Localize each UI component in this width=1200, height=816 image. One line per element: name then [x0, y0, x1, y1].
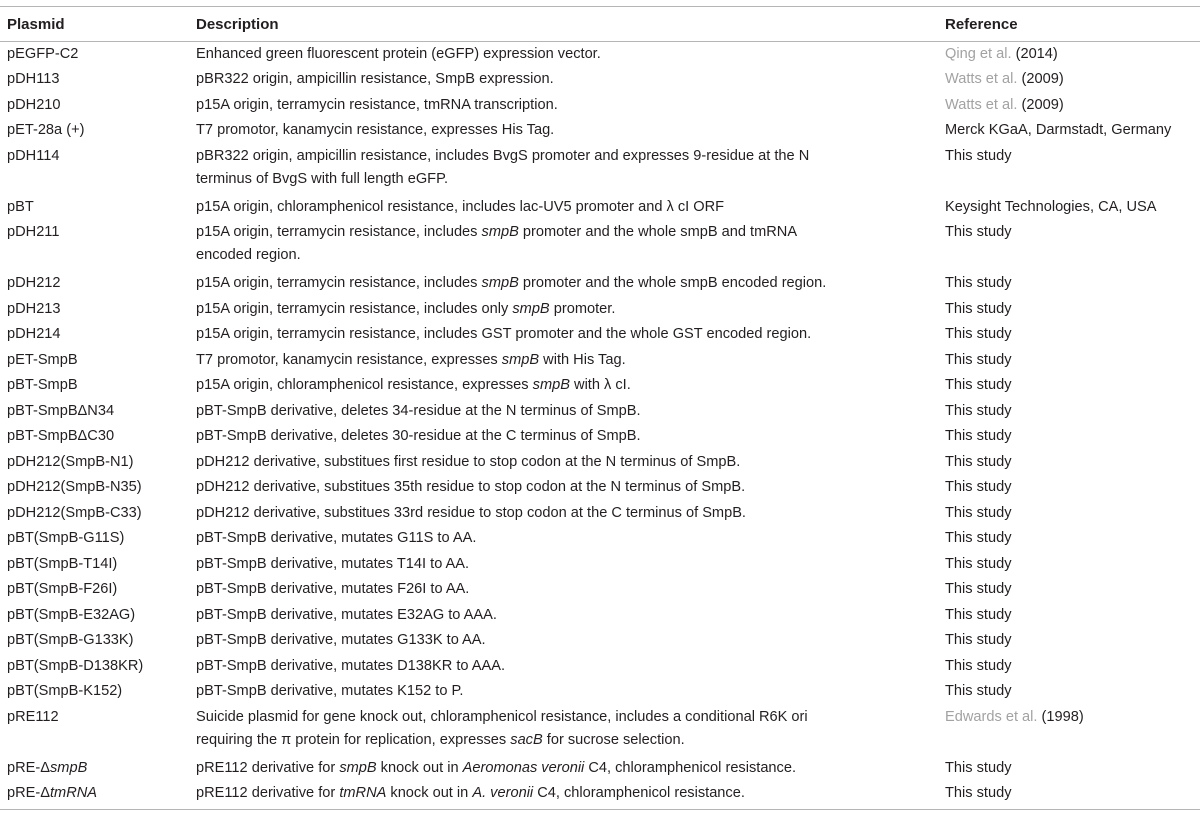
description-cell [194, 271, 943, 297]
table-row [0, 348, 1200, 374]
gene-name: smpB [339, 759, 377, 776]
table-row [0, 501, 1200, 527]
reference-cell: This study [945, 224, 1012, 240]
description-cell [194, 705, 943, 756]
reference-cell: This study [945, 657, 1012, 674]
description-text: p15A origin, chloramphenicol resistance, expresses [196, 377, 533, 393]
plasmid-cell: pDH113 [7, 71, 60, 87]
description-text: pRE112 derivative for [196, 759, 340, 776]
reference-cell: This study [945, 504, 1012, 521]
table-row [0, 424, 1200, 450]
description-line: pBR322 origin, ampicillin resistance, includes BvgS promoter and expresses 9-residue at the N [196, 147, 810, 164]
description-cell: p15A origin, terramycin resistance, includes GST promoter and the whole GST encoded region. [196, 326, 812, 342]
reference-cell: This study [945, 453, 1012, 470]
table-row [0, 679, 1200, 705]
description-cell: pBR322 origin, ampicillin resistance, SmpB expression. [196, 71, 554, 87]
reference-cell: This study [945, 300, 1012, 317]
reference-cell: This study [945, 530, 1012, 546]
description-text: C4, chloramphenicol resistance. [533, 785, 745, 801]
plasmid-cell [0, 756, 194, 782]
reference-year: (2014) [1015, 46, 1058, 62]
description-cell: pBT-SmpB derivative, mutates D138KR to AAA. [196, 657, 506, 674]
description-cell: pDH212 derivative, substitues 33rd residue to stop codon at the C terminus of SmpB. [196, 504, 746, 521]
plasmid-cell: pBT(SmpB-K152) [7, 683, 123, 699]
description-text: knock out in [386, 785, 473, 801]
gene-name: smpB [501, 351, 540, 368]
plasmid-cell: pBT-SmpB [7, 377, 78, 393]
plasmid-cell: pBT(SmpB-G11S) [7, 530, 125, 546]
plasmid-cell: pDH212(SmpB-C33) [7, 504, 142, 521]
table-row [0, 654, 1200, 680]
description-cell [194, 297, 943, 323]
reference-cell: This study [945, 377, 1012, 393]
reference-cell: This study [945, 581, 1012, 597]
plasmid-cell: pBT-SmpBΔN34 [7, 402, 115, 419]
description-cell: p15A origin, terramycin resistance, tmRNA transcription. [196, 96, 558, 113]
reference-year: (1998) [1041, 708, 1084, 725]
description-cell: pBT-SmpB derivative, mutates E32AG to AAA. [196, 606, 497, 623]
description-text: promoter. [549, 300, 616, 317]
description-cell: Enhanced green fluorescent protein (eGFP) expression vector. [196, 46, 601, 62]
species-name: Aeromonas veronii [462, 759, 585, 776]
table-row [0, 297, 1200, 323]
reference-link[interactable]: Qing et al. [945, 46, 1012, 62]
description-cell [194, 756, 943, 782]
description-text: Suicide plasmid for gene knock out, chloramphenicol resistance, includes a conditional R6K ori [196, 708, 808, 725]
reference-cell [943, 42, 1200, 68]
table-row [0, 373, 1200, 399]
description-cell: pBT-SmpB derivative, deletes 30-residue at the C terminus of SmpB. [196, 428, 641, 444]
description-text: with λ cI. [569, 377, 631, 393]
reference-cell: This study [945, 326, 1012, 342]
description-cell [194, 220, 943, 271]
table-header-row [0, 7, 1200, 42]
plasmid-cell: pDH212(SmpB-N1) [7, 453, 134, 470]
reference-cell: This study [945, 428, 1012, 444]
plasmid-cell: pEGFP-C2 [7, 46, 79, 62]
reference-cell: Merck KGaA, Darmstadt, Germany [945, 122, 1172, 138]
gene-name: tmRNA [50, 785, 98, 801]
reference-link[interactable]: Watts et al. [945, 71, 1018, 87]
plasmid-cell: pDH212 [7, 275, 61, 291]
plasmid-cell: pDH213 [7, 300, 61, 317]
plasmid-cell: pBT(SmpB-T14I) [7, 555, 118, 572]
plasmid-cell: pDH211 [7, 224, 60, 240]
gene-name: smpB [532, 377, 570, 393]
description-cell: pBT-SmpB derivative, deletes 34-residue at the N terminus of SmpB. [196, 402, 641, 419]
reference-cell: This study [945, 555, 1012, 572]
plasmid-cell: pET-28a (+) [7, 122, 85, 138]
plasmid-cell: pBT(SmpB-E32AG) [7, 606, 136, 623]
description-cell: pBT-SmpB derivative, mutates F26I to AA. [196, 581, 470, 597]
header-description: Description [194, 7, 943, 42]
reference-year: (2009) [1021, 96, 1064, 113]
description-cell: pBT-SmpB derivative, mutates T14I to AA. [196, 555, 470, 572]
description-line: terminus of BvgS with full length eGFP. [196, 170, 448, 187]
description-text: promoter and the whole smpB encoded region. [518, 275, 827, 291]
table-row [0, 144, 1200, 195]
table-row [0, 526, 1200, 552]
gene-name: smpB [481, 275, 519, 291]
plasmid-cell: pBT(SmpB-F26I) [7, 581, 118, 597]
plasmid-cell: pDH212(SmpB-N35) [7, 479, 142, 495]
table-row [0, 195, 1200, 221]
description-cell [194, 348, 943, 374]
description-cell [194, 144, 943, 195]
plasmid-cell: pBT-SmpBΔC30 [7, 428, 115, 444]
table-row [0, 93, 1200, 119]
description-cell [194, 373, 943, 399]
reference-cell: This study [945, 759, 1012, 776]
plasmid-cell: pDH210 [7, 96, 61, 113]
reference-cell: This study [945, 275, 1012, 291]
reference-cell [943, 93, 1200, 119]
gene-name: smpB [512, 300, 550, 317]
description-cell: T7 promotor, kanamycin resistance, expresses His Tag. [196, 122, 555, 138]
description-cell: pDH212 derivative, substitues 35th residue to stop codon at the N terminus of SmpB. [196, 479, 746, 495]
plasmid-cell: pDH114 [7, 147, 60, 164]
header-plasmid: Plasmid [0, 7, 194, 42]
description-text: p15A origin, terramycin resistance, includes [196, 224, 482, 240]
reference-cell: This study [945, 606, 1012, 623]
table-row [0, 220, 1200, 271]
reference-cell: This study [943, 781, 1200, 809]
description-cell: pBT-SmpB derivative, mutates G11S to AA. [196, 530, 477, 546]
reference-cell [943, 705, 1200, 756]
description-text: p15A origin, terramycin resistance, includes only [196, 300, 513, 317]
gene-name: tmRNA [339, 785, 387, 801]
reference-link[interactable]: Edwards et al. [945, 708, 1038, 725]
table-row [0, 577, 1200, 603]
table-row [0, 552, 1200, 578]
description-text: pRE112 derivative for [196, 785, 340, 801]
reference-cell: This study [945, 402, 1012, 419]
description-text: requiring the π protein for replication, expresses [196, 731, 511, 748]
description-text: for sucrose selection. [542, 731, 685, 748]
plasmid-text: pRE-Δ [7, 785, 50, 801]
plasmid-cell [0, 781, 194, 809]
table-row [0, 450, 1200, 476]
description-cell: pDH212 derivative, substitues first residue to stop codon at the N terminus of SmpB. [196, 453, 741, 470]
reference-cell: This study [945, 147, 1012, 164]
plasmid-cell: pBT(SmpB-D138KR) [7, 657, 144, 674]
table-row [0, 475, 1200, 501]
reference-link[interactable]: Watts et al. [945, 96, 1018, 113]
description-text: knock out in [376, 759, 463, 776]
reference-cell: This study [945, 479, 1012, 495]
description-cell [194, 781, 943, 809]
description-text: T7 promotor, kanamycin resistance, expresses [196, 351, 502, 368]
reference-cell [943, 67, 1200, 93]
description-text: encoded region. [196, 247, 301, 263]
description-cell: pBT-SmpB derivative, mutates K152 to P. [196, 683, 464, 699]
table-row [0, 322, 1200, 348]
description-cell: p15A origin, chloramphenicol resistance, includes lac-UV5 promoter and λ cI ORF [196, 198, 725, 215]
plasmid-table [0, 6, 1200, 810]
reference-cell: This study [945, 351, 1012, 368]
table-row [0, 118, 1200, 144]
reference-cell: This study [945, 683, 1012, 699]
table-row [0, 271, 1200, 297]
plasmid-cell: pDH214 [7, 326, 61, 342]
gene-name: smpB [481, 224, 519, 240]
gene-name: sacB [510, 731, 543, 748]
description-text: p15A origin, terramycin resistance, includes [196, 275, 482, 291]
plasmid-cell: pRE112 [7, 708, 59, 725]
plasmid-cell: pBT [7, 198, 34, 215]
table-row [0, 756, 1200, 782]
plasmid-cell: pBT(SmpB-G133K) [7, 632, 134, 648]
reference-year: (2009) [1021, 71, 1064, 87]
plasmid-text: pRE-Δ [7, 759, 50, 776]
header-reference: Reference [943, 7, 1200, 42]
description-text: promoter and the whole smpB and tmRNA [518, 224, 798, 240]
table-row [0, 628, 1200, 654]
species-name: A. veronii [472, 785, 534, 801]
description-text: C4, chloramphenicol resistance. [584, 759, 797, 776]
table-row [0, 42, 1200, 68]
reference-cell: Keysight Technologies, CA, USA [945, 198, 1157, 215]
gene-name: smpB [50, 759, 88, 776]
table-row [0, 67, 1200, 93]
reference-cell: This study [945, 632, 1012, 648]
table-row [0, 603, 1200, 629]
description-cell: pBT-SmpB derivative, mutates G133K to AA. [196, 632, 486, 648]
plasmid-cell: pET-SmpB [7, 351, 78, 368]
table-row [0, 399, 1200, 425]
description-text: with His Tag. [539, 351, 626, 368]
table-row [0, 705, 1200, 756]
table-row [0, 781, 1200, 809]
